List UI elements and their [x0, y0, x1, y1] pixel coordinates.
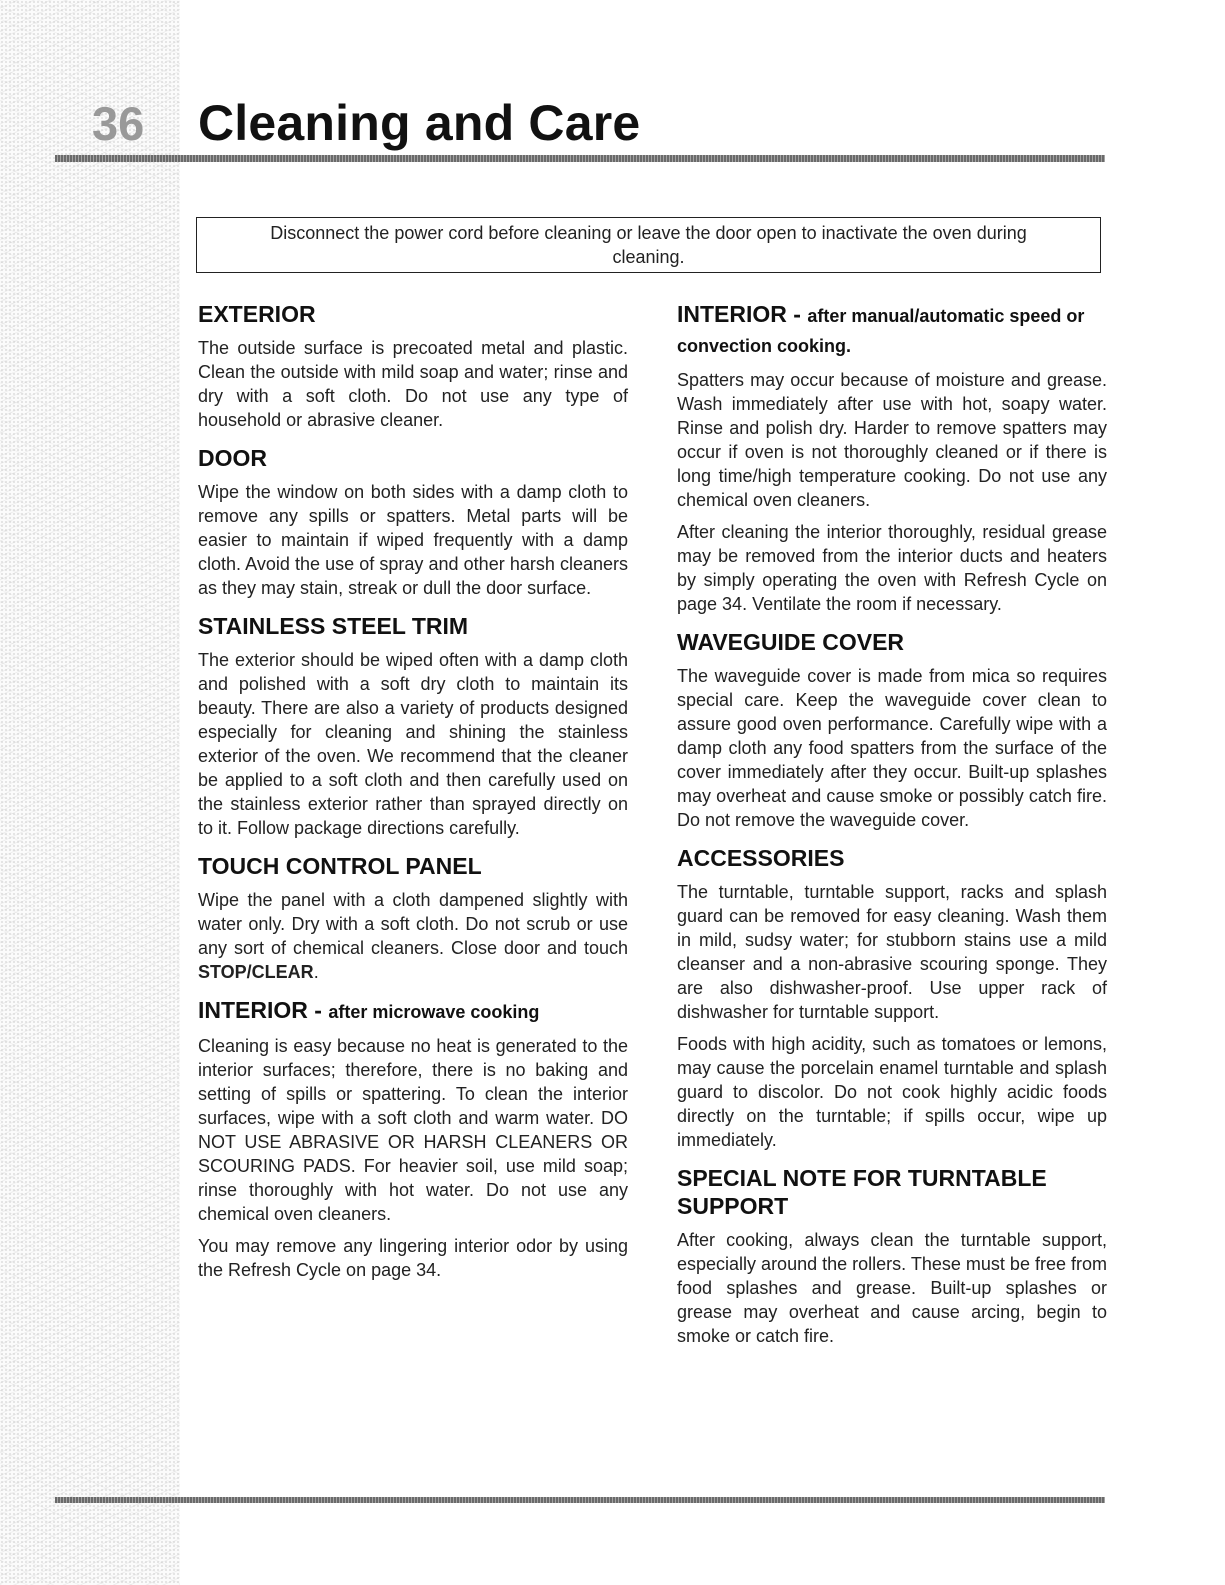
- section-turntable-support-note: [677, 1164, 1107, 1348]
- notice-text: Disconnect the power cord before cleaning or leave the door open to inactivate the oven during cleaning.: [270, 223, 1027, 267]
- decorative-side-strip: [0, 0, 180, 1585]
- left-column: [198, 300, 628, 1294]
- section-paragraph: [198, 888, 628, 984]
- bottom-divider: [55, 1497, 1105, 1503]
- paragraph-text: Wipe the panel with a cloth dampened slightly with water only. Dry with a soft cloth. Do not scrub or use any sort of chemical cleaners. Close door and touch: [198, 890, 628, 958]
- section-paragraph: You may remove any lingering interior odor by using the Refresh Cycle on page 34.: [198, 1236, 628, 1280]
- section-heading: SPECIAL NOTE FOR TURNTABLE SUPPORT: [677, 1165, 1047, 1219]
- section-heading: [198, 996, 628, 1026]
- page-number: 36: [92, 97, 145, 150]
- notice-box: [196, 217, 1101, 273]
- section-stainless-steel-trim: [198, 612, 628, 840]
- section-heading: WAVEGUIDE COVER: [677, 629, 905, 655]
- section-paragraph: Cleaning is easy because no heat is generated to the interior surfaces; therefore, there is no baking and setting of spills or spattering. To clean the interior surfaces, wipe with a soft cloth and warm water. DO NOT USE ABRASIVE OR HARSH CLEANERS OR SCOURING PADS. For heavier soil, use mild soap; rinse thoroughly with hot water. Do not use any chemical oven cleaners.: [198, 1036, 628, 1224]
- section-paragraph: The outside surface is precoated metal and plastic. Clean the outside with mild soap and water; rinse and dry with a soft cloth. Do not use any type of household or abrasive cleaner.: [198, 338, 628, 430]
- section-paragraph: After cleaning the interior thoroughly, residual grease may be removed from the interior ducts and heaters by simply operating the oven with Refresh Cycle on page 34. Ventilate the room if necessary.: [677, 522, 1107, 614]
- section-door: [198, 444, 628, 600]
- section-exterior: [198, 300, 628, 432]
- section-paragraph: Spatters may occur because of moisture and grease. Wash immediately after use with hot, soapy water. Rinse and polish dry. Harder to remove spatters may occur if oven is not thoroughly cleaned or if there is long time/high temperature cooking. Do not use any chemical oven cleaners.: [677, 370, 1107, 510]
- section-paragraph: The turntable, turntable support, racks and splash guard can be removed for easy cleaning. Wash them in mild, sudsy water; for stubborn stains use a mild cleanser and a non-abrasive scouring sponge. They are also dishwasher-proof. Use upper rack of dishwasher for turntable support.: [677, 882, 1107, 1022]
- section-paragraph: The exterior should be wiped often with a damp cloth and polished with a soft dry cloth to maintain its beauty. There are also a variety of products designed especially for cleaning and shining the stainless exterior of the oven. We recommend that the cleaner be applied to a soft cloth and then carefully used on the stainless exterior rather than sprayed directly on to it. Follow package directions carefully.: [198, 650, 628, 838]
- section-touch-control-panel: [198, 852, 628, 984]
- section-heading: EXTERIOR: [198, 301, 316, 327]
- section-waveguide-cover: [677, 628, 1107, 832]
- heading-main: INTERIOR -: [677, 301, 808, 327]
- section-heading: ACCESSORIES: [677, 845, 845, 871]
- section-accessories: [677, 844, 1107, 1152]
- right-column: [677, 300, 1107, 1360]
- section-heading: STAINLESS STEEL TRIM: [198, 613, 469, 639]
- stop-clear-key-label: STOP/CLEAR: [198, 962, 314, 982]
- section-paragraph: Wipe the window on both sides with a damp cloth to remove any spills or spatters. Metal parts will be easier to maintain if wiped frequently with a damp cloth. Avoid the use of spray and other harsh cleaners as they may stain, streak or dull the door surface.: [198, 482, 628, 598]
- section-interior-microwave: [198, 996, 628, 1282]
- heading-subtitle: after manual/automatic speed or convection cooking.: [677, 306, 1085, 356]
- top-divider: [55, 155, 1105, 162]
- section-heading: DOOR: [198, 445, 267, 471]
- paragraph-text-end: .: [313, 962, 319, 982]
- section-heading: TOUCH CONTROL PANEL: [198, 853, 482, 879]
- section-paragraph: After cooking, always clean the turntable support, especially around the rollers. These must be free from food splashes and grease. Built-up splashes or grease may overheat and cause arcing, begin to smoke or catch fire.: [677, 1230, 1107, 1346]
- heading-subtitle: after microwave cooking: [328, 1002, 540, 1022]
- page-title: Cleaning and Care: [198, 95, 641, 151]
- section-paragraph: The waveguide cover is made from mica so requires special care. Keep the waveguide cover clean to assure good oven performance. Carefully wipe with a damp cloth any food spatters from the surface of the cover immediately after they occur. Built-up splashes may overheat and cause smoke or possibly catch fire. Do not remove the waveguide cover.: [677, 666, 1107, 830]
- heading-main: INTERIOR -: [198, 997, 329, 1023]
- section-heading: [677, 300, 1107, 360]
- section-interior-speed-convection: [677, 300, 1107, 616]
- section-paragraph: Foods with high acidity, such as tomatoes or lemons, may cause the porcelain enamel turntable and splash guard to discolor. Do not cook highly acidic foods directly on the turntable; if spills occur, wipe up immediately.: [677, 1034, 1107, 1150]
